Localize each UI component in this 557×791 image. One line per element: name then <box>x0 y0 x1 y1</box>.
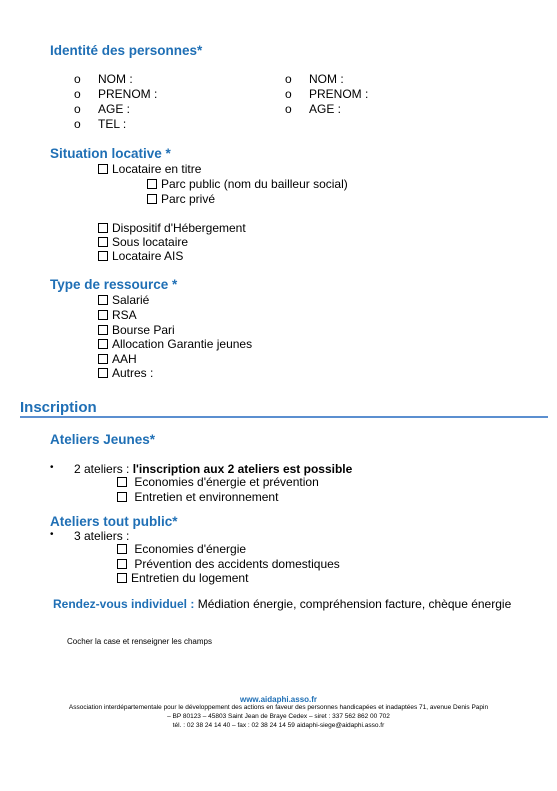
checkbox-salarie[interactable]: Salarié <box>98 293 149 307</box>
checkbox-icon <box>147 179 157 189</box>
checkbox-parc-prive[interactable]: Parc privé <box>147 192 215 206</box>
tel-field-1: TEL : <box>98 117 127 131</box>
identite-heading: Identité des personnes* <box>50 43 203 58</box>
checkbox-autres[interactable]: Autres : <box>98 366 153 380</box>
checkbox-entretien-logement[interactable]: Entretien du logement <box>117 571 248 585</box>
bullet: o <box>285 102 292 116</box>
rdv-line: Rendez-vous individuel : Médiation énergie, compréhension facture, chèque énergie <box>53 597 512 611</box>
note-text: Cocher la case et renseigner les champs <box>67 637 212 646</box>
checkbox-icon <box>98 368 108 378</box>
age-field-2: AGE : <box>309 102 342 116</box>
checkbox-icon <box>98 295 108 305</box>
bullet-dot: • <box>50 462 54 473</box>
checkbox-icon <box>117 573 127 583</box>
ateliers-public-intro: 3 ateliers : <box>74 529 130 543</box>
bullet: o <box>74 87 81 101</box>
footer-line-1: Association interdépartementale pour le développement des actions en faveur des personnes handicapées et inadaptées 71, avenue Denis Papin <box>68 704 489 711</box>
inscription-heading: Inscription <box>20 399 97 416</box>
situation-heading: Situation locative * <box>50 146 171 161</box>
checkbox-icon <box>117 492 127 502</box>
checkbox-dispositif[interactable]: Dispositif d'Hébergement <box>98 221 246 235</box>
checkbox-rsa[interactable]: RSA <box>98 308 137 322</box>
bullet: o <box>285 87 292 101</box>
checkbox-icon <box>98 354 108 364</box>
footer-line-3: tél. : 02 38 24 14 40 – fax : 02 38 24 14 59 aidaphi-siege@aidaphi.asso.fr <box>172 722 385 729</box>
footer-line-2: – BP 80123 – 45803 Saint Jean de Braye Cedex – siret : 337 562 862 00 702 <box>167 713 390 720</box>
checkbox-economies-prevention[interactable]: Economies d'énergie et prévention <box>117 475 319 489</box>
ateliers-jeunes-intro: 2 ateliers : l'inscription aux 2 ateliers est possible <box>74 462 353 476</box>
checkbox-bourse-pari[interactable]: Bourse Pari <box>98 323 175 337</box>
ressource-heading: Type de ressource * <box>50 277 178 292</box>
checkbox-aah[interactable]: AAH <box>98 352 137 366</box>
checkbox-parc-public[interactable]: Parc public (nom du bailleur social) <box>147 177 348 191</box>
checkbox-icon <box>98 164 108 174</box>
checkbox-locataire[interactable]: Locataire en titre <box>98 162 201 176</box>
prenom-field-2: PRENOM : <box>309 87 369 101</box>
checkbox-garantie-jeunes[interactable]: Allocation Garantie jeunes <box>98 337 252 351</box>
section-divider <box>20 416 548 418</box>
checkbox-entretien-environnement[interactable]: Entretien et environnement <box>117 490 278 504</box>
checkbox-icon <box>117 477 127 487</box>
nom-field-1: NOM : <box>98 72 133 86</box>
checkbox-icon <box>147 194 157 204</box>
checkbox-icon <box>98 325 108 335</box>
ateliers-public-heading: Ateliers tout public* <box>50 514 178 529</box>
checkbox-icon <box>98 251 108 261</box>
footer-link[interactable]: www.aidaphi.asso.fr <box>239 695 318 704</box>
checkbox-icon <box>98 223 108 233</box>
bullet: o <box>285 72 292 86</box>
bullet-dot: • <box>50 529 54 540</box>
bullet: o <box>74 117 81 131</box>
checkbox-icon <box>98 339 108 349</box>
bullet: o <box>74 102 81 116</box>
checkbox-icon <box>117 559 127 569</box>
checkbox-sous-locataire[interactable]: Sous locataire <box>98 235 188 249</box>
checkbox-prevention-accidents[interactable]: Prévention des accidents domestiques <box>117 557 340 571</box>
nom-field-2: NOM : <box>309 72 344 86</box>
checkbox-ais[interactable]: Locataire AIS <box>98 249 183 263</box>
checkbox-icon <box>117 544 127 554</box>
checkbox-economies-energie[interactable]: Economies d'énergie <box>117 542 246 556</box>
prenom-field-1: PRENOM : <box>98 87 158 101</box>
checkbox-icon <box>98 310 108 320</box>
checkbox-icon <box>98 237 108 247</box>
age-field-1: AGE : <box>98 102 131 116</box>
ateliers-jeunes-heading: Ateliers Jeunes* <box>50 432 156 447</box>
bullet: o <box>74 72 81 86</box>
